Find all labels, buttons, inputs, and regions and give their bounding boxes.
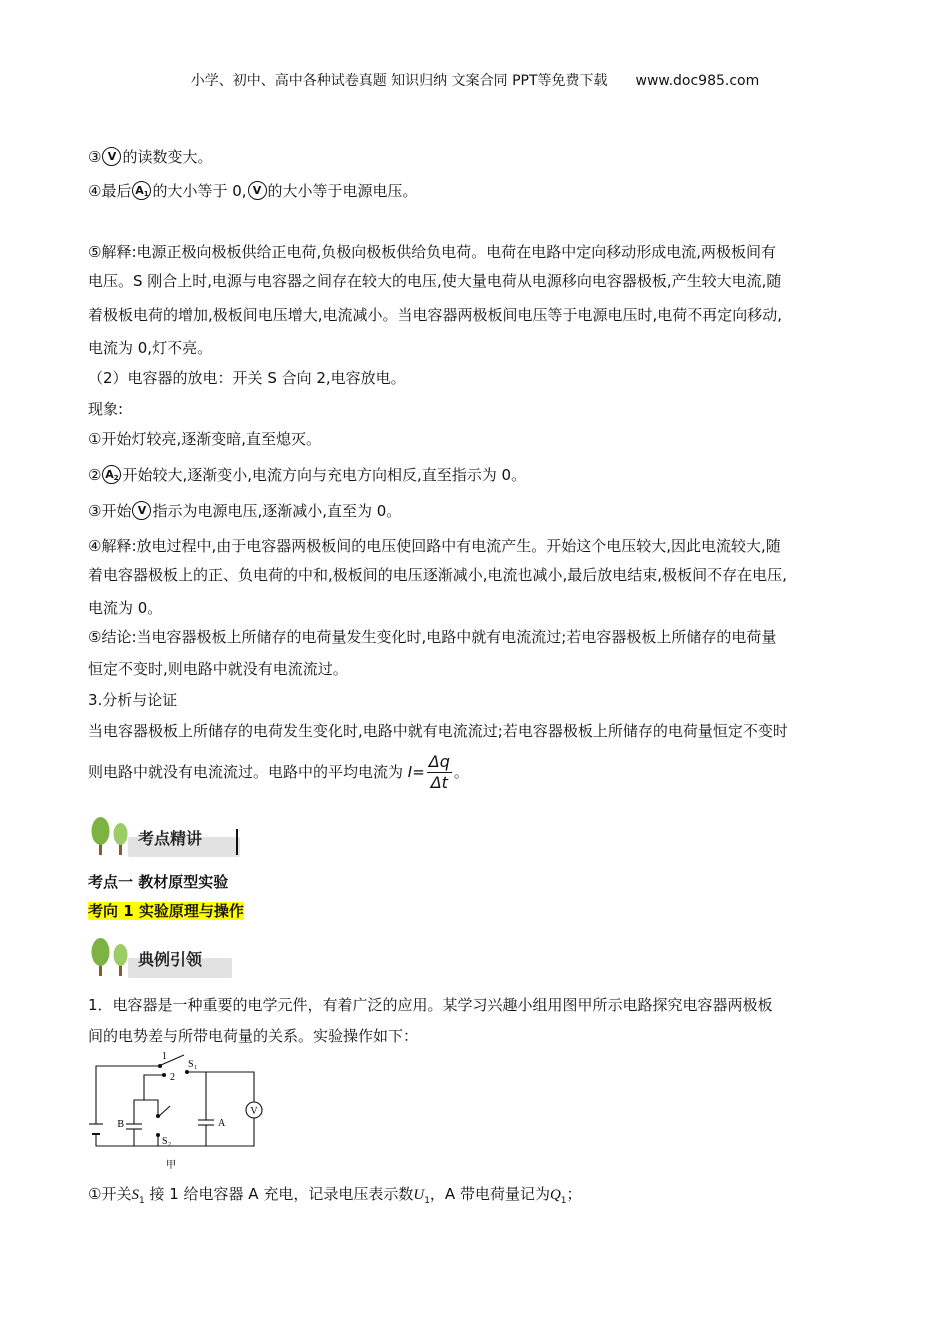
voltmeter-icon: V <box>132 501 151 520</box>
text-line: 当电容器极板上所储存的电荷发生变化时,电路中就有电流流过;若电容器极板上所储存的电荷量恒定不变时 <box>88 722 788 740</box>
svg-text:1: 1 <box>194 1065 197 1071</box>
text-line: ①开始灯较亮,逐渐变暗,直至熄灭。 <box>88 430 321 448</box>
text-line: 着极板电荷的增加,极板间电压增大,电流减小。当电容器两极板间电压等于电源电压时,电荷不再定向移动, <box>88 306 783 324</box>
text-line: ⑤解释:电源正极向极板供给正电荷,负极向极板供给负电荷。电荷在电路中定向移动形成电流,两极板间有 <box>88 243 777 261</box>
voltmeter-icon: V <box>102 147 121 166</box>
svg-text:B: B <box>117 1119 124 1130</box>
header-text: 小学、初中、高中各种试卷真题 知识归纳 文案合同 PPT等免费下载 <box>190 73 608 89</box>
text-line: 则电路中就没有电流流过。电路中的平均电流为 I= $\frac{\Delta q}{\Delta t}$ 。 <box>88 752 469 792</box>
text-line: ③ V 的读数变大。 <box>88 148 213 166</box>
voltmeter-icon: V <box>248 181 267 200</box>
text-line: ④最后 $A_1$ 的大小等于 0, V 的大小等于电源电压。 <box>88 182 418 200</box>
header-site[interactable]: www.doc985.com <box>635 73 760 89</box>
section-title: 考点一 教材原型实验 <box>88 873 229 891</box>
svg-text:S: S <box>188 1059 194 1070</box>
section-banner-key-points <box>88 815 248 859</box>
svg-text:A: A <box>218 1118 226 1129</box>
text-line: （2）电容器的放电：开关 S 合向 2,电容放电。 <box>88 369 406 387</box>
banner-title: 考点精讲 <box>138 829 203 848</box>
text-line: 电流为 0,灯不亮。 <box>88 339 213 357</box>
page-header <box>0 70 950 90</box>
text-line: ④解释:放电过程中,由于电容器两极板间的电压使回路中有电流产生。开始这个电压较大,因此电流较大,随 <box>88 537 781 555</box>
svg-text:S: S <box>162 1136 168 1147</box>
subsection-title: 考向 1 实验原理与操作 <box>88 902 244 920</box>
text-line: 着电容器极板上的正、负电荷的中和,极板间的电压逐渐减小,电流也减小,最后放电结束,极板间不存在电压, <box>88 566 787 584</box>
question-step: ①开关$S_1$ 接 1 给电容器 A 充电，记录电压表示数$U_1$，A 带电荷量记为$Q_1$； <box>88 1185 582 1206</box>
svg-text:2: 2 <box>168 1142 171 1148</box>
question-text: 间的电势差与所带电荷量的关系。实验操作如下： <box>88 1027 419 1045</box>
fraction-formula: $\frac{\Delta q}{\Delta t}$ <box>428 752 450 792</box>
circuit-diagram <box>88 1052 278 1172</box>
text-line: 3.分析与论证 <box>88 691 178 709</box>
question-text: 1．电容器是一种重要的电学元件，有着广泛的应用。某学习兴趣小组用图甲所示电路探究电容器两极板 <box>88 996 773 1014</box>
section-banner-examples <box>88 936 248 980</box>
text-line: 现象: <box>88 400 124 418</box>
text-line: 电流为 0。 <box>88 599 163 617</box>
text-line: ⑤结论:当电容器极板上所储存的电荷量发生变化时,电路中就有电流流过;若电容器极板上所储存的电荷量 <box>88 628 777 646</box>
text-line: ③开始 V 指示为电源电压,逐渐减小,直至为 0。 <box>88 502 402 520</box>
svg-text:2: 2 <box>170 1072 175 1083</box>
ammeter-2-icon: $A_2$ <box>102 465 121 484</box>
text-line: ② $A_2$ 开始较大,逐渐变小,电流方向与充电方向相反,直至指示为 0。 <box>88 466 527 484</box>
text-line: 电压。S 刚合上时,电源与电容器之间存在较大的电压,使大量电荷从电源移向电容器极板,产生较大电流,随 <box>88 272 782 290</box>
svg-text:甲: 甲 <box>166 1160 176 1171</box>
ammeter-1-icon: $A_1$ <box>132 181 151 200</box>
banner-title: 典例引领 <box>138 950 203 969</box>
svg-text:V: V <box>250 1106 258 1117</box>
text-line: 恒定不变时,则电路中就没有电流流过。 <box>88 660 348 678</box>
svg-text:1: 1 <box>162 1052 167 1062</box>
